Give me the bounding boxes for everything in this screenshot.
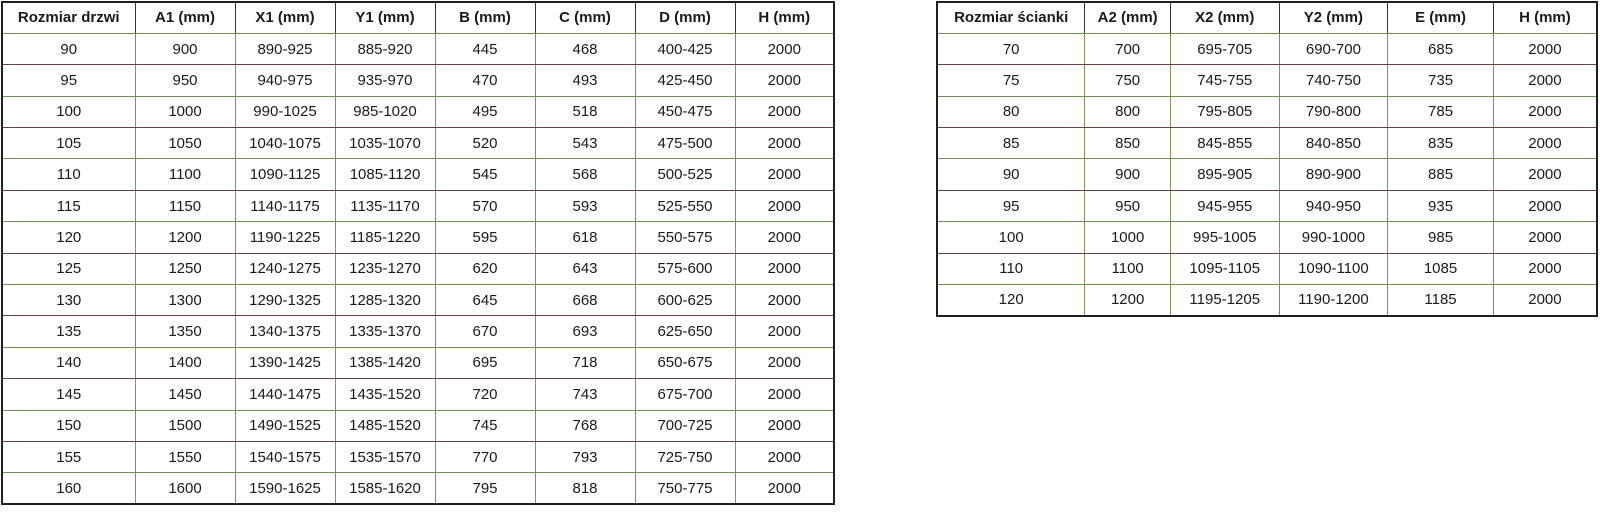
table-row bbox=[2, 253, 834, 284]
table-cell: 725-750 bbox=[635, 441, 735, 472]
table-cell: 950 bbox=[1085, 190, 1171, 221]
table-cell: 80 bbox=[937, 96, 1085, 127]
wall-table-body bbox=[937, 33, 1597, 316]
table-row bbox=[937, 190, 1597, 221]
table-cell: 840-850 bbox=[1279, 128, 1388, 159]
table-cell: 1435-1520 bbox=[335, 379, 435, 410]
door-table-header bbox=[2, 2, 834, 33]
table-row bbox=[937, 128, 1597, 159]
table-cell: 1490-1525 bbox=[235, 410, 335, 441]
table-cell: 155 bbox=[2, 441, 135, 472]
table-cell: 900 bbox=[1085, 159, 1171, 190]
table-row bbox=[937, 222, 1597, 253]
table-cell: 750-775 bbox=[635, 473, 735, 504]
table-cell: 745 bbox=[435, 410, 535, 441]
table-cell: 445 bbox=[435, 33, 535, 64]
table-cell: 745-755 bbox=[1170, 65, 1279, 96]
table-cell: 1000 bbox=[135, 96, 235, 127]
table-cell: 2000 bbox=[1493, 222, 1597, 253]
column-header: A2 (mm) bbox=[1085, 2, 1171, 33]
wall-table-header bbox=[937, 2, 1597, 33]
table-cell: 935-970 bbox=[335, 65, 435, 96]
table-row bbox=[937, 33, 1597, 64]
table-cell: 790-800 bbox=[1279, 96, 1388, 127]
table-cell: 1340-1375 bbox=[235, 316, 335, 347]
table-cell: 150 bbox=[2, 410, 135, 441]
table-row bbox=[937, 65, 1597, 96]
column-header: C (mm) bbox=[535, 2, 635, 33]
table-cell: 1600 bbox=[135, 473, 235, 504]
table-cell: 1190-1225 bbox=[235, 222, 335, 253]
table-row bbox=[2, 410, 834, 441]
table-cell: 750 bbox=[1085, 65, 1171, 96]
table-cell: 685 bbox=[1388, 33, 1494, 64]
table-cell: 1040-1075 bbox=[235, 128, 335, 159]
table-cell: 693 bbox=[535, 316, 635, 347]
table-cell: 885-920 bbox=[335, 33, 435, 64]
door-size-table bbox=[1, 1, 835, 505]
table-cell: 2000 bbox=[735, 410, 834, 441]
table-cell: 1440-1475 bbox=[235, 379, 335, 410]
table-cell: 2000 bbox=[735, 441, 834, 472]
table-cell: 850 bbox=[1085, 128, 1171, 159]
table-cell: 990-1025 bbox=[235, 96, 335, 127]
table-row bbox=[2, 222, 834, 253]
table-cell: 115 bbox=[2, 190, 135, 221]
table-cell: 625-650 bbox=[635, 316, 735, 347]
table-cell: 1090-1100 bbox=[1279, 253, 1388, 284]
table-cell: 470 bbox=[435, 65, 535, 96]
table-cell: 645 bbox=[435, 285, 535, 316]
table-cell: 1550 bbox=[135, 441, 235, 472]
table-cell: 425-450 bbox=[635, 65, 735, 96]
table-cell: 1100 bbox=[135, 159, 235, 190]
table-cell: 885 bbox=[1388, 159, 1494, 190]
column-header: D (mm) bbox=[635, 2, 735, 33]
table-cell: 1035-1070 bbox=[335, 128, 435, 159]
table-cell: 145 bbox=[2, 379, 135, 410]
table-cell: 1185-1220 bbox=[335, 222, 435, 253]
table-cell: 1450 bbox=[135, 379, 235, 410]
table-cell: 643 bbox=[535, 253, 635, 284]
table-cell: 1250 bbox=[135, 253, 235, 284]
table-cell: 493 bbox=[535, 65, 635, 96]
table-cell: 770 bbox=[435, 441, 535, 472]
table-cell: 1085-1120 bbox=[335, 159, 435, 190]
table-cell: 2000 bbox=[735, 190, 834, 221]
table-cell: 525-550 bbox=[635, 190, 735, 221]
table-cell: 500-525 bbox=[635, 159, 735, 190]
column-header: Y2 (mm) bbox=[1279, 2, 1388, 33]
table-cell: 520 bbox=[435, 128, 535, 159]
table-cell: 1400 bbox=[135, 347, 235, 378]
table-cell: 400-425 bbox=[635, 33, 735, 64]
table-cell: 1585-1620 bbox=[335, 473, 435, 504]
table-cell: 2000 bbox=[735, 65, 834, 96]
table-cell: 135 bbox=[2, 316, 135, 347]
table-cell: 675-700 bbox=[635, 379, 735, 410]
column-header: B (mm) bbox=[435, 2, 535, 33]
table-cell: 2000 bbox=[1493, 190, 1597, 221]
table-cell: 595 bbox=[435, 222, 535, 253]
table-cell: 795 bbox=[435, 473, 535, 504]
table-cell: 2000 bbox=[735, 316, 834, 347]
table-cell: 130 bbox=[2, 285, 135, 316]
table-cell: 800 bbox=[1085, 96, 1171, 127]
table-row bbox=[2, 190, 834, 221]
table-cell: 600-625 bbox=[635, 285, 735, 316]
column-header: Rozmiar ścianki bbox=[937, 2, 1085, 33]
table-row bbox=[2, 316, 834, 347]
table-cell: 2000 bbox=[735, 96, 834, 127]
table-cell: 1300 bbox=[135, 285, 235, 316]
column-header: A1 (mm) bbox=[135, 2, 235, 33]
table-cell: 2000 bbox=[1493, 65, 1597, 96]
table-cell: 90 bbox=[2, 33, 135, 64]
table-cell: 75 bbox=[937, 65, 1085, 96]
table-cell: 120 bbox=[2, 222, 135, 253]
table-cell: 900 bbox=[135, 33, 235, 64]
table-cell: 650-675 bbox=[635, 347, 735, 378]
table-cell: 720 bbox=[435, 379, 535, 410]
table-cell: 818 bbox=[535, 473, 635, 504]
table-cell: 2000 bbox=[1493, 159, 1597, 190]
table-cell: 768 bbox=[535, 410, 635, 441]
header-row bbox=[937, 2, 1597, 33]
table-cell: 1390-1425 bbox=[235, 347, 335, 378]
table-cell: 468 bbox=[535, 33, 635, 64]
table-cell: 1485-1520 bbox=[335, 410, 435, 441]
table-cell: 1500 bbox=[135, 410, 235, 441]
table-cell: 475-500 bbox=[635, 128, 735, 159]
table-cell: 95 bbox=[937, 190, 1085, 221]
table-cell: 1200 bbox=[135, 222, 235, 253]
table-cell: 1185 bbox=[1388, 285, 1494, 316]
column-header: X2 (mm) bbox=[1170, 2, 1279, 33]
table-cell: 670 bbox=[435, 316, 535, 347]
table-cell: 835 bbox=[1388, 128, 1494, 159]
table-cell: 593 bbox=[535, 190, 635, 221]
table-cell: 1240-1275 bbox=[235, 253, 335, 284]
table-cell: 700 bbox=[1085, 33, 1171, 64]
table-cell: 743 bbox=[535, 379, 635, 410]
table-cell: 2000 bbox=[1493, 128, 1597, 159]
table-cell: 2000 bbox=[1493, 33, 1597, 64]
table-cell: 2000 bbox=[735, 159, 834, 190]
column-header: X1 (mm) bbox=[235, 2, 335, 33]
table-cell: 940-975 bbox=[235, 65, 335, 96]
table-row bbox=[937, 96, 1597, 127]
table-cell: 845-855 bbox=[1170, 128, 1279, 159]
table-cell: 1335-1370 bbox=[335, 316, 435, 347]
table-cell: 1050 bbox=[135, 128, 235, 159]
table-cell: 2000 bbox=[735, 253, 834, 284]
table-cell: 2000 bbox=[735, 128, 834, 159]
table-cell: 1085 bbox=[1388, 253, 1494, 284]
table-row bbox=[2, 128, 834, 159]
table-cell: 70 bbox=[937, 33, 1085, 64]
table-cell: 575-600 bbox=[635, 253, 735, 284]
table-cell: 793 bbox=[535, 441, 635, 472]
table-cell: 735 bbox=[1388, 65, 1494, 96]
table-cell: 1285-1320 bbox=[335, 285, 435, 316]
table-cell: 895-905 bbox=[1170, 159, 1279, 190]
table-cell: 785 bbox=[1388, 96, 1494, 127]
table-cell: 1540-1575 bbox=[235, 441, 335, 472]
table-cell: 2000 bbox=[735, 222, 834, 253]
table-cell: 985 bbox=[1388, 222, 1494, 253]
table-cell: 105 bbox=[2, 128, 135, 159]
table-cell: 568 bbox=[535, 159, 635, 190]
table-cell: 2000 bbox=[735, 379, 834, 410]
table-row bbox=[2, 65, 834, 96]
table-cell: 890-900 bbox=[1279, 159, 1388, 190]
table-cell: 1290-1325 bbox=[235, 285, 335, 316]
table-row bbox=[2, 285, 834, 316]
table-cell: 990-1000 bbox=[1279, 222, 1388, 253]
table-cell: 985-1020 bbox=[335, 96, 435, 127]
table-cell: 940-950 bbox=[1279, 190, 1388, 221]
table-cell: 120 bbox=[937, 285, 1085, 316]
column-header: H (mm) bbox=[1493, 2, 1597, 33]
column-header: Y1 (mm) bbox=[335, 2, 435, 33]
table-cell: 2000 bbox=[735, 285, 834, 316]
table-cell: 160 bbox=[2, 473, 135, 504]
table-cell: 620 bbox=[435, 253, 535, 284]
table-cell: 1095-1105 bbox=[1170, 253, 1279, 284]
column-header: E (mm) bbox=[1388, 2, 1494, 33]
table-cell: 100 bbox=[2, 96, 135, 127]
table-cell: 1190-1200 bbox=[1279, 285, 1388, 316]
table-cell: 1140-1175 bbox=[235, 190, 335, 221]
table-cell: 690-700 bbox=[1279, 33, 1388, 64]
table-row bbox=[2, 473, 834, 504]
wall-size-table bbox=[936, 1, 1598, 317]
table-cell: 668 bbox=[535, 285, 635, 316]
table-row bbox=[937, 159, 1597, 190]
door-table-body bbox=[2, 33, 834, 504]
table-cell: 1235-1270 bbox=[335, 253, 435, 284]
table-cell: 2000 bbox=[1493, 253, 1597, 284]
table-cell: 450-475 bbox=[635, 96, 735, 127]
table-cell: 935 bbox=[1388, 190, 1494, 221]
table-cell: 543 bbox=[535, 128, 635, 159]
table-cell: 95 bbox=[2, 65, 135, 96]
table-cell: 1135-1170 bbox=[335, 190, 435, 221]
table-cell: 718 bbox=[535, 347, 635, 378]
table-cell: 550-575 bbox=[635, 222, 735, 253]
table-row bbox=[2, 379, 834, 410]
table-cell: 545 bbox=[435, 159, 535, 190]
table-cell: 1195-1205 bbox=[1170, 285, 1279, 316]
table-cell: 695-705 bbox=[1170, 33, 1279, 64]
table-cell: 2000 bbox=[735, 33, 834, 64]
table-cell: 1090-1125 bbox=[235, 159, 335, 190]
table-cell: 945-955 bbox=[1170, 190, 1279, 221]
table-cell: 1535-1570 bbox=[335, 441, 435, 472]
table-cell: 1000 bbox=[1085, 222, 1171, 253]
table-row bbox=[2, 347, 834, 378]
table-cell: 795-805 bbox=[1170, 96, 1279, 127]
table-cell: 90 bbox=[937, 159, 1085, 190]
table-cell: 890-925 bbox=[235, 33, 335, 64]
table-cell: 1350 bbox=[135, 316, 235, 347]
column-header: Rozmiar drzwi bbox=[2, 2, 135, 33]
table-cell: 140 bbox=[2, 347, 135, 378]
column-header: H (mm) bbox=[735, 2, 834, 33]
table-cell: 1150 bbox=[135, 190, 235, 221]
table-cell: 110 bbox=[2, 159, 135, 190]
table-cell: 518 bbox=[535, 96, 635, 127]
table-cell: 2000 bbox=[735, 347, 834, 378]
table-cell: 1385-1420 bbox=[335, 347, 435, 378]
table-cell: 2000 bbox=[1493, 285, 1597, 316]
table-cell: 110 bbox=[937, 253, 1085, 284]
table-cell: 618 bbox=[535, 222, 635, 253]
table-cell: 1590-1625 bbox=[235, 473, 335, 504]
table-cell: 85 bbox=[937, 128, 1085, 159]
table-cell: 995-1005 bbox=[1170, 222, 1279, 253]
table-cell: 2000 bbox=[735, 473, 834, 504]
table-row bbox=[2, 441, 834, 472]
table-cell: 100 bbox=[937, 222, 1085, 253]
table-row bbox=[2, 96, 834, 127]
table-cell: 740-750 bbox=[1279, 65, 1388, 96]
table-row bbox=[2, 33, 834, 64]
table-cell: 495 bbox=[435, 96, 535, 127]
table-cell: 1100 bbox=[1085, 253, 1171, 284]
table-row bbox=[937, 285, 1597, 316]
table-row bbox=[937, 253, 1597, 284]
table-cell: 125 bbox=[2, 253, 135, 284]
table-cell: 950 bbox=[135, 65, 235, 96]
table-row bbox=[2, 159, 834, 190]
table-cell: 700-725 bbox=[635, 410, 735, 441]
header-row bbox=[2, 2, 834, 33]
table-cell: 570 bbox=[435, 190, 535, 221]
table-cell: 1200 bbox=[1085, 285, 1171, 316]
table-cell: 695 bbox=[435, 347, 535, 378]
table-cell: 2000 bbox=[1493, 96, 1597, 127]
